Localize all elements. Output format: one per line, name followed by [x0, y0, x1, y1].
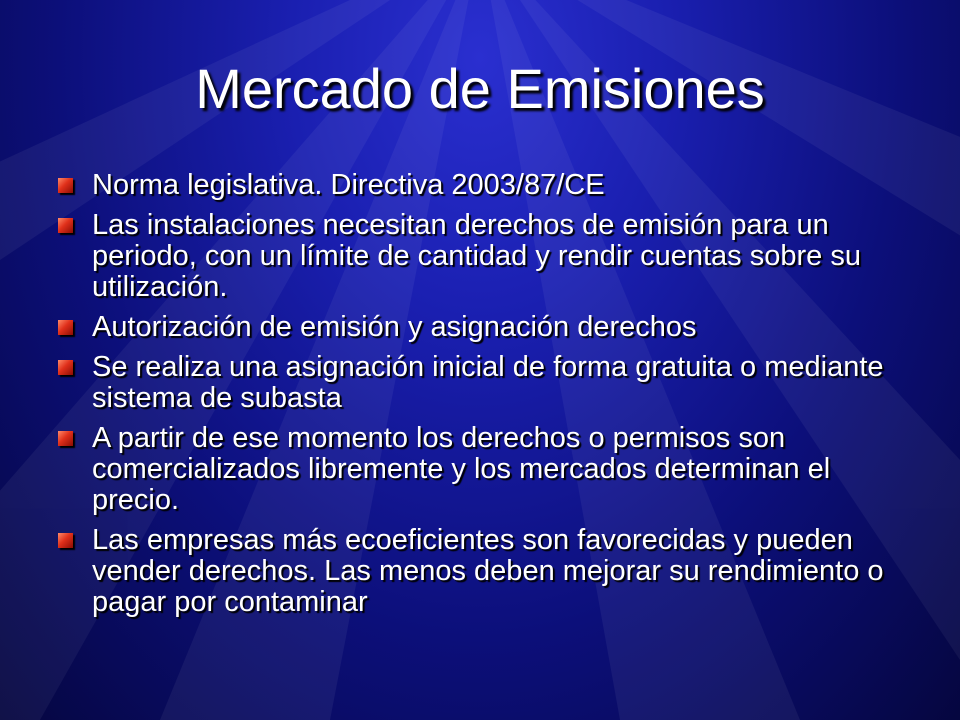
- bullet-item: [58, 210, 898, 303]
- bullet-item: [58, 312, 898, 343]
- bullet-text: Se realiza una asignación inicial de forma gratuita o mediante sistema de subasta: [92, 351, 884, 414]
- red-square-bullet-icon: [58, 320, 73, 335]
- bullet-item: [58, 352, 898, 414]
- bullet-item: [58, 423, 898, 516]
- red-square-bullet-icon: [58, 360, 73, 375]
- red-square-bullet-icon: [58, 218, 73, 233]
- bullet-text: Autorización de emisión y asignación derechos: [92, 311, 697, 343]
- slide-title: Mercado de Emisiones: [195, 57, 765, 120]
- bullet-text: A partir de ese momento los derechos o permisos son comercializados libremente y los mercados determinan el precio.: [92, 422, 831, 516]
- red-square-bullet-icon: [58, 533, 73, 548]
- bullet-list: [58, 170, 898, 627]
- bullet-text: Las empresas más ecoeficientes son favorecidas y pueden vender derechos. Las menos deben mejorar su rendimiento o pagar por contaminar: [92, 524, 884, 618]
- red-square-bullet-icon: [58, 431, 73, 446]
- red-square-bullet-icon: [58, 178, 73, 193]
- bullet-text: Norma legislativa. Directiva 2003/87/CE: [92, 169, 605, 201]
- bullet-item: [58, 525, 898, 618]
- bullet-text: Las instalaciones necesitan derechos de emisión para un periodo, con un límite de cantidad y rendir cuentas sobre su utilización.: [92, 209, 861, 303]
- bullet-item: [58, 170, 898, 201]
